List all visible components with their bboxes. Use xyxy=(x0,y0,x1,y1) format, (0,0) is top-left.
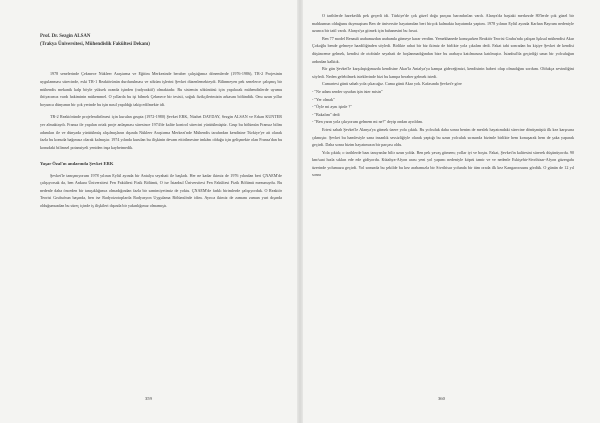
paragraph: Bir gün Şevket'le karşılaştığımızda kendisine Akar'la Antalya'ya kampa gideceğimizi, kendisinin haberi olup olmadığını sordum. Oldukça sevindiğini söyledi. Neden gelebilmek isteklerinde bizi bu kampa beraber gelmek istedi. xyxy=(312,66,574,79)
paragraph: TR-2 Reaktöründe projelendirilmesi için kurulan grupta (1972-1980) Şevket ERK, Nüzhet DAYDAY, Sezgin ALSAN ve Erkan KUNTER yer almaktaydı. Fransa ile yapılan ortak proje anlaşması süresince 1974'de kalite kontrol sürecini yürütülmüştür. Grup bu bölümün Fransız bilim adamları ile ve dünyada yürütülmüş alışılmışların dışında Nükleer Araştırma Merkezi'nde Mühendis tarafından kendisine Türkiye'ye ait olarak fazla bu konuda bağımsız olarak kalmıştır. 1974 yılında kurulan bu ilişkinin devam ettirilmesine imkânı olduğu için gelişmekte olan Fransa'dan bu konudaki bilimsel potansiyeli yeniden inşa kaybetmedik. xyxy=(40,114,282,150)
paragraph: Yola çıktık; o tarihlerde bazı tanıyanlar bilir uzun yolda. Ben pek yavaş gitmem; yollar iyi ve boştu. Fakat, Şevket'in kalitesini sürerek düşünüyordu. 90 km/saat hızla sıkları ede ede gidiyordu. Kütahya-Afyon arası yeni yol yapımı nedeniyle köprü tamir ve ve nedenle Eskişehir-Sivrihisar-Afyon güzergahı üzerinde yolumuzu geçirdi. Yol sonunda bu şekilde bu kez arabamızla bir Sivrihisar yolunda bir tüm orada ilk kez Kangaroosunu gördük. O günün de 12 yıl sonra xyxy=(312,149,574,178)
author-affiliation: (Trakya Üniversitesi, Mühendislik Fakültesi Dekanı) xyxy=(40,42,150,48)
dialogue-line: - "Yer olmak" xyxy=(312,96,335,102)
right-page xyxy=(300,0,600,423)
dialogue-line: - "Ben yarın yola çıkıyorum gelmem mi ne?" deyip ondan ayrıldım. xyxy=(312,119,424,125)
paragraph: Ertesi sabah Şevket'le Alanya'ya gitmek üzere yola çıktık. Bu yolculuk daha sonra benim de meslek hayatımdaki sürecine dönüşmüştü ilk kez karşısına çıkmıştır. Şevket bu hamlesiyle sana insanlık sessizliğiyle olarak yaptığı bu uzun yolculuk sırasında bizimle birlikte hem konuşarak hem de şaka yaparak geçirdi. Daha sonra bizim hayatımızın bir parçası oldu. xyxy=(312,126,574,148)
dialogue-line: - "Öyle mi aynı işinle ?" xyxy=(312,104,352,110)
paragraph: Şevket'le tanışmıyorum 1978 yılının Eylül ayında bir Antalya seyahati ile başladı. Her ne kadar ikimiz de 1976 yılından beri ÇNAEM'de çalışıyorsak da, ben Ankara Üniversitesi Fen Fakültesi Fizik Bölümü, O ise İstanbul Üniversitesi Fen Fakültesi Fizik Bölümü mezunuydu. Bu nedenle daha önceden bir tanışıklığımız olmadığından fazla bir samimiyetimiz de yoktu. ÇNAEM'de farklı birimlerde çalışıyorduk. O Reaktör Teorisi Grubu'nun başında, ben ise Radyoizotoplarda Radyasyon Uygulama Bölümü'nde idim. Ayrıca ikimiz de zamanı zaman yurt dışında olduğumuzdan bu süreç içinde iş ilişkileri dışında bir yakınlığımız olmamıştı. xyxy=(40,172,282,208)
paragraph: Ben 77 model Renault arabamızdan arabamla gitmeye karar verdim. Yemekhanede konuşurken Reaktör Teorisi Grubu'nda çalışan Işıksal mühendisi Akar Çokoğlu bende gelmeye hazdiliğinden söyledi. Birlikte rahat bir biz ikimiz de birlikte yola çıkalım dedi. Fakat tabi sonradan bu kişiye Şevket de kendisi düşünceme gelmek, kendisi de otobüsle seyahati de hoşlanmadığından bize bu arabaya katılmasına katılmıştır. İstanbul'da geçirdiği uzun bir yolculuğun ardından kalktık. xyxy=(312,35,574,64)
paragraph: Cumartesi günü sabah yola çıkacağız. Cuma günü Akar yok. Kafasında Şevket'e göre xyxy=(322,81,462,87)
page-number: 359 xyxy=(145,396,152,401)
page-number: 360 xyxy=(438,396,445,401)
author-name: Prof. Dr. Sezgin ALSAN xyxy=(40,34,91,39)
dialogue-line: - "Ne adam sender uyudun işin ister misin" xyxy=(312,88,383,94)
paragraph: O tarihlerde hareketlik pek geçerli idi. Türkiye'de çok güzel doğa parçası barındırılan vardı. Alanya'da baştaki merkezde 80'lerde çok güzel bir mahkumun olduğunu duymuştum Ben de üniversite hayatımdan beri birçok kalmakta hayatımda yaptım. 1978 yılının Eylül ayında Karhan Bayram nedeniyle uzunca bir tatil vardı. Alanya'ya gitmek için bahanesini bu fırsat. xyxy=(312,13,574,34)
section-title: Yaşar Özal'ın anılarında Şevket ERK xyxy=(40,161,114,167)
paragraph: 1978 senelerinde Çekmece Nükleer Araştırma ve Eğitim Merkezinde beraber çalıştığımız dönemlerde (1976-1986), TR-2 Projesinin uygulanması sürecinde, eski TR-1 Reaktörünün durdurulması ve söküm işlerini Şevket düzenlemekteydi. Bilinmeyen pek senelerce çalışmış bir mühendis mekanik kalp böyle yüksek oranda işinden (radyoaktif) olmaktadır. Bu sistemin söküntüsü için yapılacak mühendislerde uyumu ihtiyacımız vardı hakiminin mükemmel. O yıllarda bu işi bilmek Çekmece bir tesisti, soğuk fizikçilerimizin arkasını bölündük. Onu uzun yıllar boyunca dünyanın bir çok yerinde bu işin nasıl yapıldığı takip edilmekte idi. xyxy=(40,71,282,107)
dialogue-line: - "Bakalım" dedi xyxy=(312,111,340,117)
